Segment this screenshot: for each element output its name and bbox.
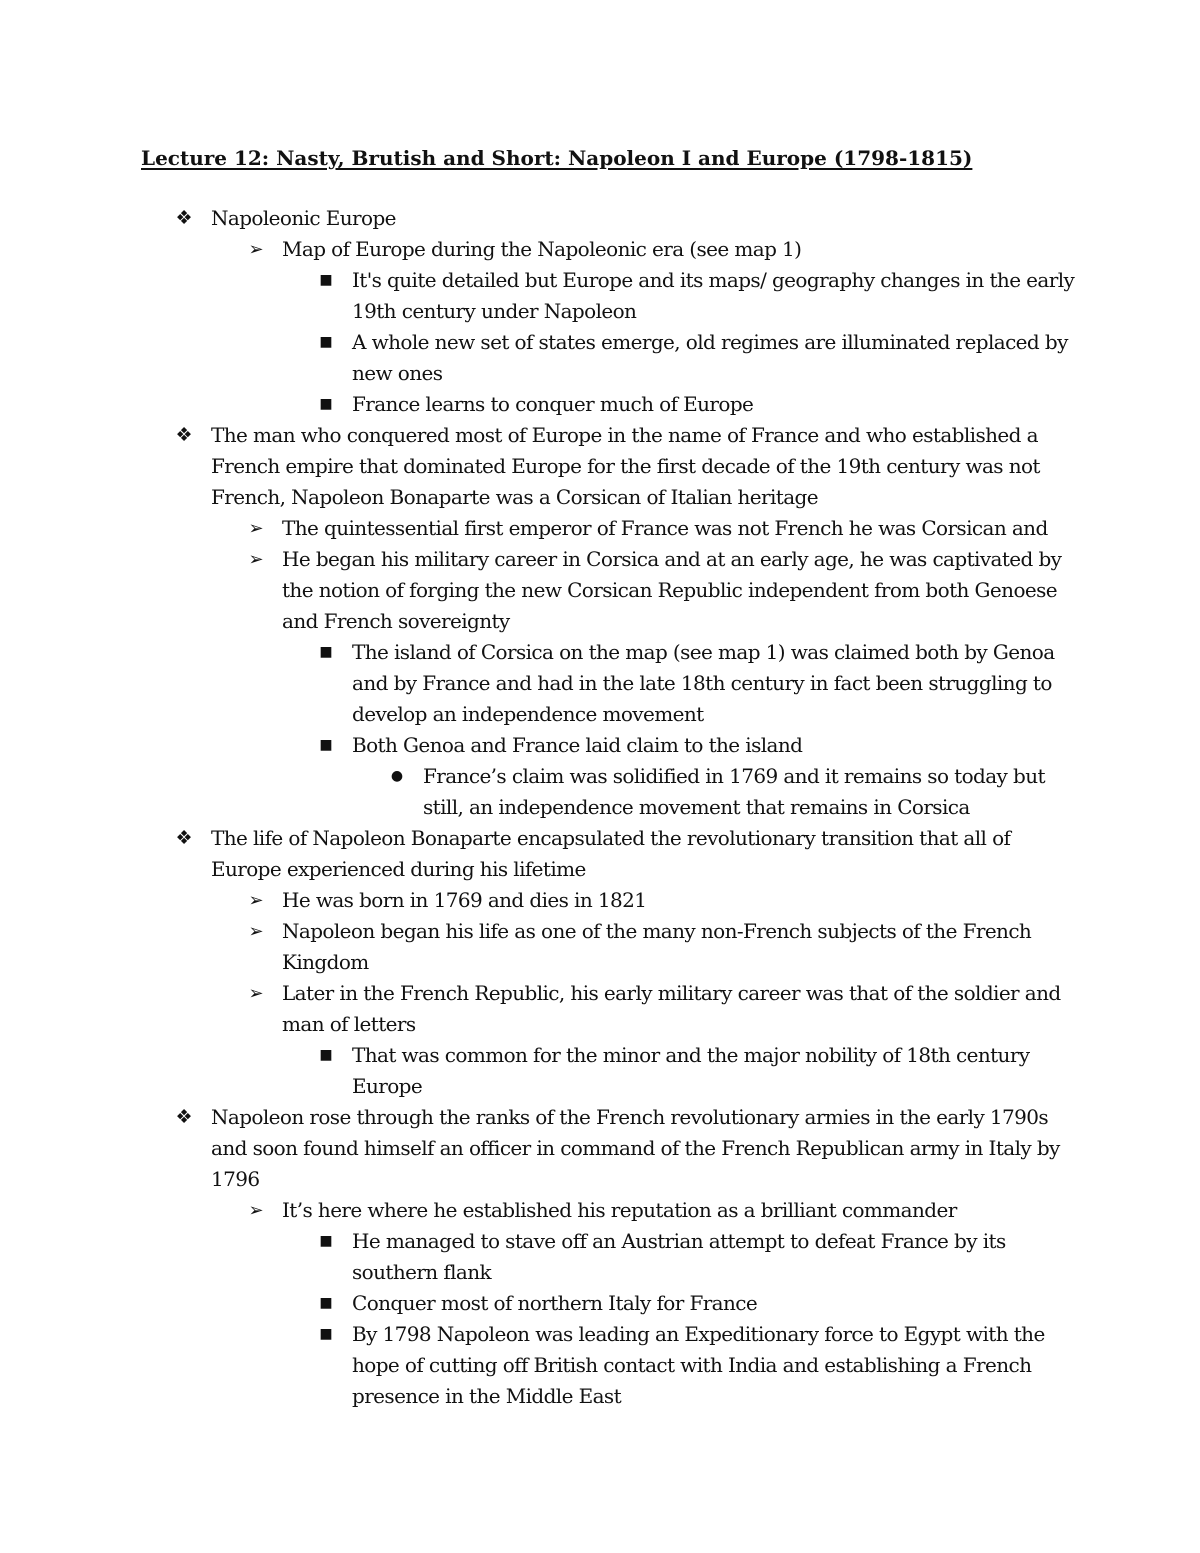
list-item-text bbox=[211, 420, 1040, 513]
text-line: A whole new set of states emerge, old regimes are illuminated replaced by bbox=[352, 330, 1068, 354]
list-item-text bbox=[282, 1195, 957, 1226]
text-line: Napoleonic Europe bbox=[211, 206, 396, 230]
text-line: Napoleon began his life as one of the many non-French subjects of the French bbox=[282, 919, 1032, 943]
text-line: French, Napoleon Bonaparte was a Corsican of Italian heritage bbox=[211, 485, 818, 509]
square-bullet-icon: ■ bbox=[319, 1295, 333, 1311]
list-item-text bbox=[352, 1288, 757, 1319]
list-item-text bbox=[352, 327, 1068, 389]
arrow-bullet-icon: ➢ bbox=[248, 1200, 264, 1221]
text-line: Kingdom bbox=[282, 950, 369, 974]
list-item-text bbox=[282, 885, 646, 916]
diamond-bullet-icon: ❖ bbox=[175, 207, 193, 229]
list-item-text bbox=[211, 823, 1010, 885]
list-item-text bbox=[352, 730, 802, 761]
list-item-text bbox=[211, 1102, 1060, 1195]
text-line: Map of Europe during the Napoleonic era (see map 1) bbox=[282, 237, 802, 261]
list-item-text bbox=[423, 761, 1045, 823]
list-item-text bbox=[282, 978, 1061, 1040]
list-item-text bbox=[352, 1319, 1045, 1412]
text-line: 1796 bbox=[211, 1167, 260, 1191]
text-line: 19th century under Napoleon bbox=[352, 299, 637, 323]
text-line: man of letters bbox=[282, 1012, 416, 1036]
square-bullet-icon: ■ bbox=[319, 737, 333, 753]
list-item-text bbox=[352, 1226, 1006, 1288]
text-line: France’s claim was solidified in 1769 and it remains so today but bbox=[423, 764, 1045, 788]
list-item-text bbox=[282, 234, 801, 265]
arrow-bullet-icon: ➢ bbox=[248, 549, 264, 570]
document-title: Lecture 12: Nasty, Brutish and Short: Napoleon I and Europe (1798-1815) bbox=[141, 146, 973, 170]
square-bullet-icon: ■ bbox=[319, 334, 333, 350]
square-bullet-icon: ■ bbox=[319, 644, 333, 660]
diamond-bullet-icon: ❖ bbox=[175, 1106, 193, 1128]
text-line: still, an independence movement that remains in Corsica bbox=[423, 795, 970, 819]
text-line: southern flank bbox=[352, 1260, 492, 1284]
list-item-text bbox=[282, 544, 1061, 637]
text-line: Europe experienced during his lifetime bbox=[211, 857, 586, 881]
text-line: and soon found himself an officer in command of the French Republican army in Italy by bbox=[211, 1136, 1060, 1160]
text-line: Later in the French Republic, his early military career was that of the soldier and bbox=[282, 981, 1061, 1005]
list-item-text bbox=[352, 1040, 1029, 1102]
list-item-text bbox=[352, 265, 1074, 327]
text-line: The life of Napoleon Bonaparte encapsulated the revolutionary transition that all of bbox=[211, 826, 1011, 850]
diamond-bullet-icon: ❖ bbox=[175, 827, 193, 849]
text-line: He began his military career in Corsica and at an early age, he was captivated by bbox=[282, 547, 1062, 571]
text-line: new ones bbox=[352, 361, 443, 385]
list-item-text bbox=[211, 203, 396, 234]
text-line: Europe bbox=[352, 1074, 423, 1098]
text-line: develop an independence movement bbox=[352, 702, 704, 726]
text-line: Both Genoa and France laid claim to the island bbox=[352, 733, 803, 757]
text-line: and French sovereignty bbox=[282, 609, 510, 633]
text-line: He was born in 1769 and dies in 1821 bbox=[282, 888, 647, 912]
square-bullet-icon: ■ bbox=[319, 1047, 333, 1063]
dot-bullet-icon: ● bbox=[390, 768, 404, 784]
text-line: Napoleon rose through the ranks of the French revolutionary armies in the early 1790s bbox=[211, 1105, 1049, 1129]
arrow-bullet-icon: ➢ bbox=[248, 518, 264, 539]
list-item-text bbox=[282, 916, 1031, 978]
diamond-bullet-icon: ❖ bbox=[175, 424, 193, 446]
text-line: French empire that dominated Europe for the first decade of the 19th century was not bbox=[211, 454, 1040, 478]
text-line: By 1798 Napoleon was leading an Expeditionary force to Egypt with the bbox=[352, 1322, 1045, 1346]
text-line: France learns to conquer much of Europe bbox=[352, 392, 754, 416]
text-line: the notion of forging the new Corsican Republic independent from both Genoese bbox=[282, 578, 1058, 602]
text-line: and by France and had in the late 18th century in fact been struggling to bbox=[352, 671, 1052, 695]
arrow-bullet-icon: ➢ bbox=[248, 890, 264, 911]
text-line: presence in the Middle East bbox=[352, 1384, 622, 1408]
list-item-text bbox=[352, 637, 1055, 730]
list-item-text bbox=[352, 389, 753, 420]
text-line: The quintessential first emperor of France was not French he was Corsican and bbox=[282, 516, 1048, 540]
text-line: Conquer most of northern Italy for France bbox=[352, 1291, 758, 1315]
text-line: It's quite detailed but Europe and its maps/ geography changes in the early bbox=[352, 268, 1075, 292]
text-line: hope of cutting off British contact with India and establishing a French bbox=[352, 1353, 1032, 1377]
text-line: The man who conquered most of Europe in the name of France and who established a bbox=[211, 423, 1038, 447]
text-line: It’s here where he established his reputation as a brilliant commander bbox=[282, 1198, 957, 1222]
text-line: The island of Corsica on the map (see map 1) was claimed both by Genoa bbox=[352, 640, 1055, 664]
square-bullet-icon: ■ bbox=[319, 396, 333, 412]
list-item-text bbox=[282, 513, 1048, 544]
text-line: He managed to stave off an Austrian attempt to defeat France by its bbox=[352, 1229, 1006, 1253]
arrow-bullet-icon: ➢ bbox=[248, 921, 264, 942]
square-bullet-icon: ■ bbox=[319, 1233, 333, 1249]
square-bullet-icon: ■ bbox=[319, 272, 333, 288]
square-bullet-icon: ■ bbox=[319, 1326, 333, 1342]
arrow-bullet-icon: ➢ bbox=[248, 983, 264, 1004]
arrow-bullet-icon: ➢ bbox=[248, 239, 264, 260]
text-line: That was common for the minor and the major nobility of 18th century bbox=[352, 1043, 1030, 1067]
